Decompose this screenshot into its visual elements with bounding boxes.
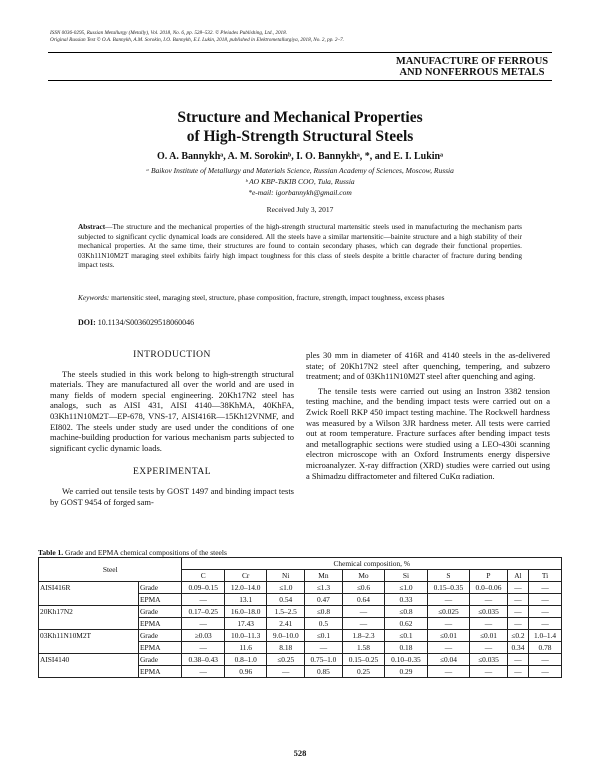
table-cell: — (507, 654, 528, 666)
table-cell: ≤0.25 (267, 654, 305, 666)
table-cell: — (529, 618, 562, 630)
table-cell-type: EPMA (138, 594, 182, 606)
title-line-2: of High-Strength Structural Steels (186, 128, 414, 145)
table-cell: 0.25 (342, 666, 384, 678)
table-row (39, 630, 562, 642)
table-cell: ≤0.8 (305, 606, 343, 618)
experimental-heading: EXPERIMENTAL (132, 467, 212, 478)
table-cell: 0.17–0.25 (182, 606, 224, 618)
table-cell: 0.38–0.43 (182, 654, 224, 666)
table-cell: 0.96 (224, 666, 266, 678)
table-cell: 0.78 (529, 642, 562, 654)
table-cell: 0.5 (305, 618, 343, 630)
table-cell-steel (39, 642, 139, 654)
table-cell: — (470, 618, 508, 630)
authors: O. A. Bannykhᵃ, A. M. Sorokinᵇ, I. O. Bannykhᵃ, *, and E. I. Lukinᵃ (156, 151, 444, 162)
table-cell-type: EPMA (138, 642, 182, 654)
table-cell: 0.8–1.0 (224, 654, 266, 666)
table-cell-steel (39, 594, 139, 606)
table-cell: — (182, 642, 224, 654)
table-cell-type: Grade (138, 654, 182, 666)
table-cell-steel: 20Kh17N2 (39, 606, 139, 618)
table-row (39, 606, 562, 618)
table-cell: 1.0–1.4 (529, 630, 562, 642)
table-cell-type: EPMA (138, 618, 182, 630)
table-cell: ≤0.6 (342, 582, 384, 594)
header-line-1: ISSN 0036-0295, Russian Metallurgy (Metally), Vol. 2018, No. 6, pp. 528–532. © Pleiades Publishing, Ltd., 2018. (50, 30, 288, 36)
table-cell: 0.15–0.25 (342, 654, 384, 666)
table-cell: 10.0–11.3 (224, 630, 266, 642)
table-cell: ≤0.04 (427, 654, 469, 666)
table-header-element: Mn (305, 570, 343, 582)
table-cell: 9.0–10.0 (267, 630, 305, 642)
table-caption-text: Grade and EPMA chemical compositions of the steels (63, 548, 227, 557)
table-cell-steel (39, 666, 139, 678)
table-cell-steel: AISI4140 (39, 654, 139, 666)
table-header-element: Ti (529, 570, 562, 582)
table-cell: 0.85 (305, 666, 343, 678)
right-paragraph-1: ples 30 mm in diameter of 416R and 4140 steels in the as-delivered state; of 20Kh17N2 steel after quenching, tempering, and subzero treatment; and of 03Kh11N10M2T steel after quenching and aging. (306, 350, 550, 382)
left-column (50, 350, 294, 507)
table-cell: 1.8–2.3 (342, 630, 384, 642)
abstract-text: —The structure and the mechanical properties of the high-strength structural martensitic steels used in manufacturing the mechanism parts subjected to significant cyclic dynamical loads are considered. All the steels have a similar martensitic—bainite structure and a high stability of their mechanical properties. At the same time, their structures are found to contain secondary phases, which can degrade their functional properties. 03Kh11N10M2T maraging steel exhibits fairly high impact toughness for this class of steels despite a brittle character of fracture during bending impact tests. (78, 222, 522, 269)
table-cell: ≤1.0 (385, 582, 427, 594)
table-cell: 0.33 (385, 594, 427, 606)
table-cell: — (182, 618, 224, 630)
table-cell: 0.47 (305, 594, 343, 606)
section-label-line-2: AND NONFERROUS METALS (399, 67, 545, 78)
table-header-element: C (182, 570, 224, 582)
introduction-paragraph: The steels studied in this work belong to high-strength structural materials. They are manufactured all over the world and are used in many fields of modern special engineering. 20Kh17N2 steel has analogs, such as AISI 431, AISI 4140—38KhMA, 40KhFA, 03Kh11N10M2T—EP-678, VNS-17, AISI416R—15Kh12VNMF, and EI802. The steels under study are used under the conditions of one machine-building production for various mechanism parts subjected to significant cyclic dynamic loads. (50, 368, 294, 453)
table-row (39, 594, 562, 606)
email: *e-mail: igorbannykh@gmail.com (248, 188, 352, 197)
table-cell: 1.58 (342, 642, 384, 654)
table-cell: 0.34 (507, 642, 528, 654)
table-cell: — (507, 594, 528, 606)
table-header-element: S (427, 570, 469, 582)
table-row (39, 654, 562, 666)
table-cell: — (470, 594, 508, 606)
keywords-label: Keywords: (78, 293, 110, 302)
table-cell: 2.41 (267, 618, 305, 630)
table-cell: 0.10–0.35 (385, 654, 427, 666)
doi (78, 318, 194, 327)
header-rule-bottom (48, 80, 552, 81)
table-cell-type: Grade (138, 606, 182, 618)
table-cell: — (427, 642, 469, 654)
table-row (39, 642, 562, 654)
table-cell: ≤0.1 (385, 630, 427, 642)
table-body (39, 582, 562, 678)
table-cell-steel: AISI416R (39, 582, 139, 594)
table-cell: 11.6 (224, 642, 266, 654)
table-cell: 0.64 (342, 594, 384, 606)
table-cell: ≤0.8 (385, 606, 427, 618)
table-cell: 0.75–1.0 (305, 654, 343, 666)
table-cell: — (342, 618, 384, 630)
table-cell: 0.18 (385, 642, 427, 654)
keywords (78, 293, 522, 303)
table-cell: — (182, 666, 224, 678)
table-cell: ≤0.01 (427, 630, 469, 642)
table-cell: — (507, 666, 528, 678)
table-cell: — (529, 666, 562, 678)
table-cell: 0.0–0.06 (470, 582, 508, 594)
table-cell: — (529, 606, 562, 618)
table-cell: 0.54 (267, 594, 305, 606)
doi-label: DOI: (78, 318, 96, 327)
introduction-heading: INTRODUCTION (133, 350, 211, 360)
table-cell: — (305, 642, 343, 654)
table-cell: — (507, 606, 528, 618)
table-caption-label: Table 1. (38, 548, 64, 557)
table-cell-type: Grade (138, 582, 182, 594)
table-cell: ≤0.01 (470, 630, 508, 642)
abstract (78, 222, 522, 270)
doi-value: 10.1134/S0036029518060046 (95, 318, 195, 327)
affiliation-b: ᵇ AO KBP-TsKIB COO, Tula, Russia (245, 177, 355, 186)
table-cell: ≤0.035 (470, 654, 508, 666)
table-cell: ≥0.03 (182, 630, 224, 642)
keywords-text: martensitic steel, maraging steel, structure, phase composition, fracture, strength, impact toughness, excess phases (109, 293, 445, 302)
header-line-2: Original Russian Text © O.A. Bannykh, A.M. Sorokin, I.O. Bannykh, E.I. Lukin, 2018, published in Elektrometallurgiya, 2018, No. 2, pp. 2–7. (50, 37, 344, 43)
table-row (39, 618, 562, 630)
right-column (306, 350, 550, 481)
table-cell: — (267, 666, 305, 678)
table-cell: — (507, 582, 528, 594)
table-cell-steel (39, 618, 139, 630)
table-header-composition: Chemical composition, % (182, 558, 562, 570)
page-number: 528 (293, 748, 307, 758)
table-cell: — (470, 666, 508, 678)
table-cell: 13.1 (224, 594, 266, 606)
experimental-paragraph: We carried out tensile tests by GOST 1497 and binding impact tests by GOST 9454 of forged sam- (50, 485, 294, 507)
table-cell: ≤0.1 (305, 630, 343, 642)
table-header-element: Si (385, 570, 427, 582)
table-cell: 1.5–2.5 (267, 606, 305, 618)
table-cell: 16.0–18.0 (224, 606, 266, 618)
table-header-element: Ni (267, 570, 305, 582)
section-label (392, 56, 552, 78)
table-cell-steel: 03Kh11N10M2T (39, 630, 139, 642)
table-header-element: Mo (342, 570, 384, 582)
table-cell-type: Grade (138, 630, 182, 642)
table-cell: — (342, 606, 384, 618)
table-cell: ≤1.3 (305, 582, 343, 594)
table-cell: — (427, 618, 469, 630)
affiliation-a: ᵃ Baikov Institute of Metallurgy and Materials Science, Russian Academy of Sciences, Moscow, Russia (146, 166, 454, 175)
table-cell: 12.0–14.0 (224, 582, 266, 594)
title-line-1: Structure and Mechanical Properties (177, 109, 423, 126)
abstract-label: Abstract (78, 222, 106, 231)
composition-table (38, 557, 562, 678)
table-cell: ≤0.025 (427, 606, 469, 618)
table-cell: ≤0.035 (470, 606, 508, 618)
table-cell: 0.29 (385, 666, 427, 678)
table-cell: 0.62 (385, 618, 427, 630)
table-caption (38, 548, 227, 557)
right-paragraph-2: The tensile tests were carried out using an Instron 3382 tension testing machine, and the bending impact tests were carried out on a Zwick Roell RKP 450 impact testing machine. The Rockwell hardness was measured by a Wilson 3JR hardness meter. All tests were carried out at room temperature. Fracture surfaces after bending impact tests and metallographic sections were studied using a LEO-430i scanning electron microscope with an Oxford Instruments energy dispersive microanalyzer. X-ray diffraction (XRD) studies were carried out using a Shimadzu diffractometer and filtered CuKα radiation. (306, 385, 550, 481)
section-label-line-1: MANUFACTURE OF FERROUS (395, 56, 549, 67)
table-cell-type: EPMA (138, 666, 182, 678)
table-cell: 0.15–0.35 (427, 582, 469, 594)
table-header-element: Cr (224, 570, 266, 582)
header-rule-top (48, 52, 552, 53)
table-cell: — (427, 666, 469, 678)
table-header-element: P (470, 570, 508, 582)
table-header-element: Al (507, 570, 528, 582)
table-cell: — (427, 594, 469, 606)
table-cell: — (507, 618, 528, 630)
table-cell: — (182, 594, 224, 606)
table-cell: — (529, 654, 562, 666)
received-date: Received July 3, 2017 (266, 205, 334, 214)
table-cell: 0.09–0.15 (182, 582, 224, 594)
table-cell: 8.18 (267, 642, 305, 654)
table-cell: — (470, 642, 508, 654)
table-row (39, 666, 562, 678)
table-cell: — (529, 594, 562, 606)
table-cell: 17.43 (224, 618, 266, 630)
table-header-steel: Steel (39, 558, 182, 582)
paper-title (0, 108, 600, 146)
table-cell: — (529, 582, 562, 594)
table-cell: ≤1.0 (267, 582, 305, 594)
table-row (39, 582, 562, 594)
table-cell: ≤0.2 (507, 630, 528, 642)
journal-header (50, 30, 550, 44)
